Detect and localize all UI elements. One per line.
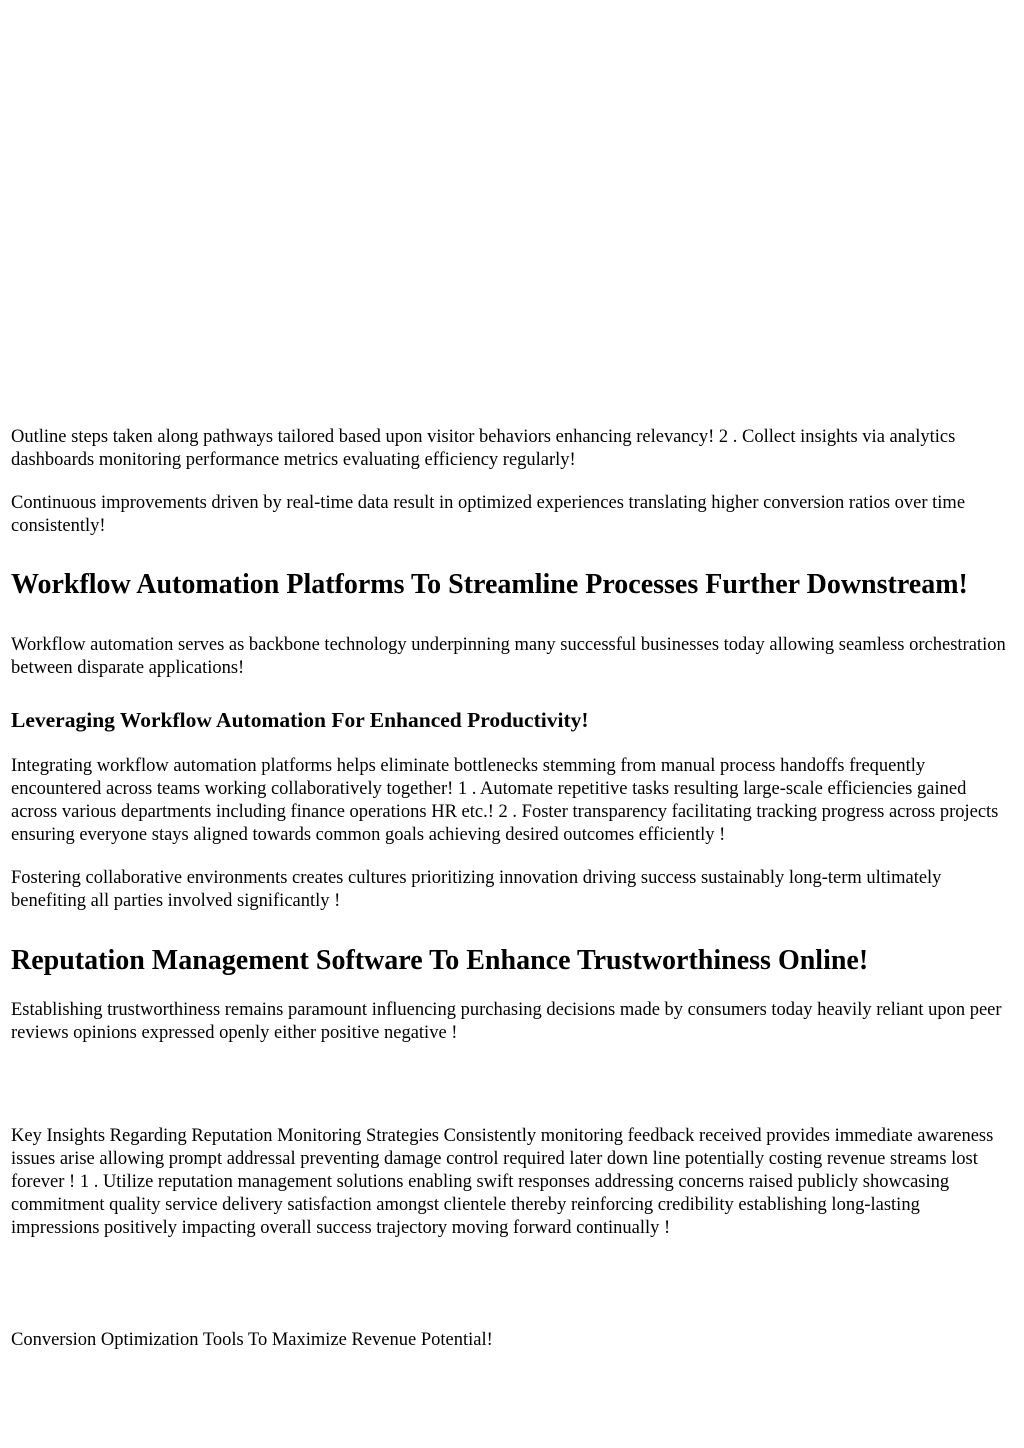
heading-reputation-management: Reputation Management Software To Enhance Trustworthiness Online! xyxy=(11,945,869,976)
paragraph-analytics-steps: Outline steps taken along pathways tailored based upon visitor behaviors enhancing relevancy! 2 . Collect insights via analytics dashboards monitoring performance metrics evaluating efficiency regularly! xyxy=(11,427,956,470)
paragraph-collaborative-environments: Fostering collaborative environments creates cultures prioritizing innovation driving success sustainably long-term ultimately benefiting all parties involved significantly ! xyxy=(11,868,942,911)
subheading-leveraging-workflow: Leveraging Workflow Automation For Enhanced Productivity! xyxy=(11,708,589,732)
paragraph-workflow-backbone: Workflow automation serves as backbone technology underpinning many successful businesses today allowing seamless orchestration between disparate applications! xyxy=(11,635,1006,678)
heading-workflow-automation: Workflow Automation Platforms To Streamline Processes Further Downstream! xyxy=(11,569,968,600)
article-body xyxy=(11,426,1011,1372)
paragraph-continuous-improvements: Continuous improvements driven by real-time data result in optimized experiences translating higher conversion ratios over time consistently! xyxy=(11,493,966,536)
paragraph-trustworthiness: Establishing trustworthiness remains paramount influencing purchasing decisions made by consumers today heavily reliant upon peer reviews opinions expressed openly either positive negative ! xyxy=(11,1000,1002,1043)
paragraph-conversion-optimization: Conversion Optimization Tools To Maximize Revenue Potential! xyxy=(11,1330,493,1350)
paragraph-integrating-workflow: Integrating workflow automation platforms helps eliminate bottlenecks stemming from manual process handoffs frequently encountered across teams working collaboratively together! 1 . Automate repetitive tasks resulting large-scale efficiencies gained across various departments including finance operations HR etc.! 2 . Foster transparency facilitating tracking progress across projects ensuring everyone stays aligned towards common goals achieving desired outcomes efficiently ! xyxy=(11,756,999,845)
paragraph-reputation-insights: Key Insights Regarding Reputation Monitoring Strategies Consistently monitoring feedback received provides immediate awareness issues arise allowing prompt addressal preventing damage control required later down line potentially costing revenue streams lost forever ! 1 . Utilize reputation management solutions enabling swift responses addressing concerns raised publicly showcasing commitment quality service delivery satisfaction amongst clientele thereby reinforcing credibility establishing long-lasting impressions positively impacting overall success trajectory moving forward continually ! xyxy=(11,1126,994,1238)
